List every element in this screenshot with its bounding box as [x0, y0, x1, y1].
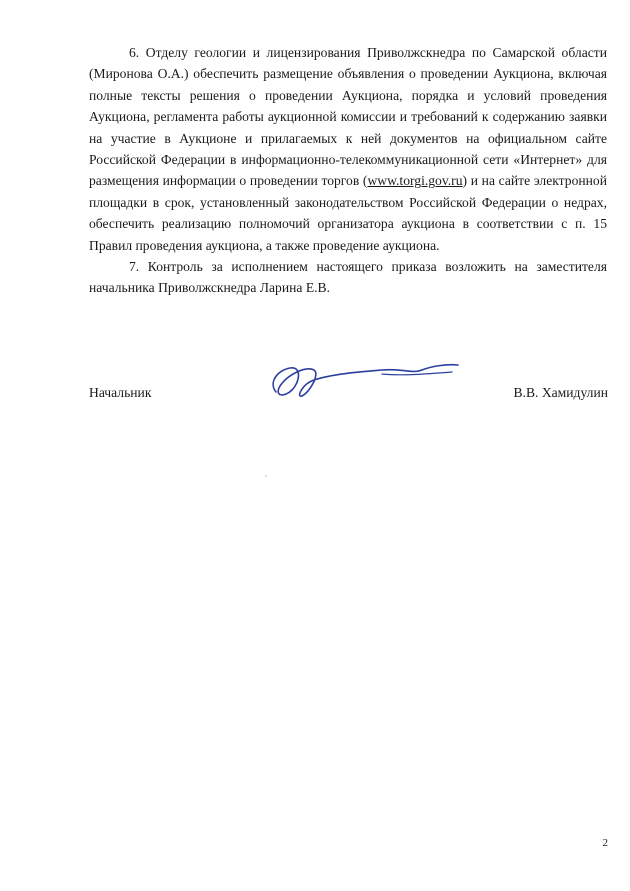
page-number: 2: [602, 837, 608, 849]
signatory-name: В.В. Хамидулин: [513, 385, 608, 400]
paragraph-6: [89, 42, 607, 256]
signature-underline: [382, 372, 452, 375]
torgi-link[interactable]: www.torgi.gov.ru: [367, 173, 463, 189]
paragraph-7: 7. Контроль за исполнением настоящего приказа возложить на заместителя начальника Приволжскнедра Ларина Е.В.: [89, 259, 607, 296]
document-body: [89, 42, 607, 299]
signature-stroke: [273, 365, 458, 396]
scan-speck: [265, 475, 267, 477]
paragraph-6-text-end: ) и на сайте электронной площадки в срок, установленный законодательством Российской Федерации о недрах, обеспечить реализацию полномочий организатора аукциона в соответствии с п. 15 Правил проведения аукциона, а также проведение аукциона.: [89, 173, 607, 253]
handwritten-signature: [262, 352, 462, 412]
paragraph-6-text-start: 6. Отделу геологии и лицензирования Приволжскнедра по Самарской области (Миронова О.А.) обеспечить размещение объявления о проведении Аукциона, включая полные тексты решения о проведении Аукциона, порядка и условий проведения Аукциона, регламента работы аукционной комиссии и требований к содержанию заявки на участие в Аукционе и прилагаемых к ней документов на официальном сайте Российской Федерации в информационно-телекоммуникационной сети «Интернет» для размещения информации о проведении торгов (: [89, 45, 607, 189]
signatory-title: Начальник: [89, 385, 152, 400]
